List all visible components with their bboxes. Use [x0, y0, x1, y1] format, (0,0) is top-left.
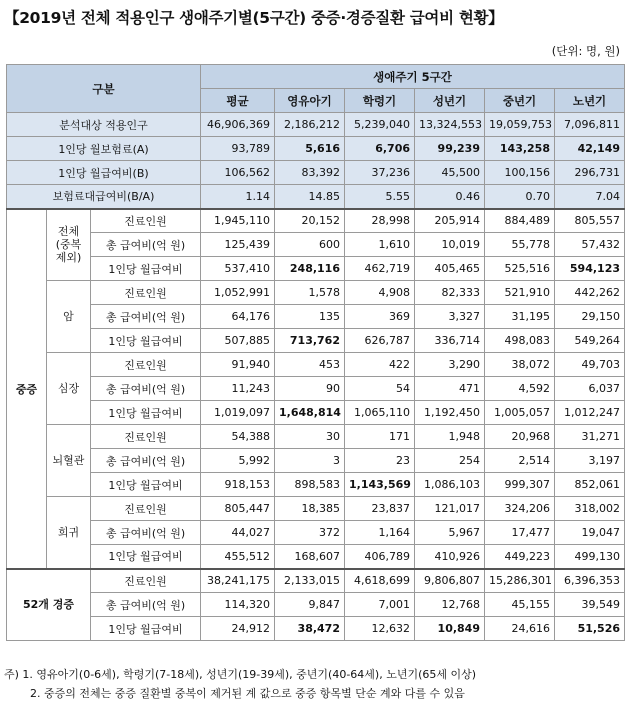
value-cell: 18,385 — [275, 497, 345, 521]
value-cell: 51,526 — [555, 617, 625, 641]
table-row — [7, 425, 625, 449]
header-group: 구분 — [7, 65, 201, 113]
table-row — [7, 449, 625, 473]
value-cell: 248,116 — [275, 257, 345, 281]
value-cell: 49,703 — [555, 353, 625, 377]
value-cell: 449,223 — [485, 545, 555, 569]
value-cell: 4,592 — [485, 377, 555, 401]
value-cell: 19,047 — [555, 521, 625, 545]
value-cell: 121,017 — [415, 497, 485, 521]
value-cell: 1,945,110 — [201, 209, 275, 233]
row-label: 보험료대급여비(B/A) — [7, 185, 201, 209]
value-cell: 999,307 — [485, 473, 555, 497]
table-row — [7, 401, 625, 425]
value-cell: 171 — [345, 425, 415, 449]
group-label: 뇌혈관 — [47, 425, 91, 497]
value-cell: 14.85 — [275, 185, 345, 209]
value-cell: 0.46 — [415, 185, 485, 209]
metric-label: 진료인원 — [91, 569, 201, 593]
group-label: 심장 — [47, 353, 91, 425]
value-cell: 455,512 — [201, 545, 275, 569]
mild-label: 52개 경증 — [7, 569, 91, 641]
value-cell: 54 — [345, 377, 415, 401]
metric-label: 진료인원 — [91, 425, 201, 449]
value-cell: 10,019 — [415, 233, 485, 257]
value-cell: 143,258 — [485, 137, 555, 161]
value-cell: 100,156 — [485, 161, 555, 185]
value-cell: 471 — [415, 377, 485, 401]
value-cell: 521,910 — [485, 281, 555, 305]
table-row — [7, 257, 625, 281]
value-cell: 1.14 — [201, 185, 275, 209]
value-cell: 93,789 — [201, 137, 275, 161]
group-label: 희귀 — [47, 497, 91, 569]
value-cell: 324,206 — [485, 497, 555, 521]
value-cell: 852,061 — [555, 473, 625, 497]
value-cell: 54,388 — [201, 425, 275, 449]
value-cell: 5,239,040 — [345, 113, 415, 137]
severe-label: 중증 — [7, 209, 47, 569]
value-cell: 422 — [345, 353, 415, 377]
value-cell: 114,320 — [201, 593, 275, 617]
value-cell: 600 — [275, 233, 345, 257]
value-cell: 254 — [415, 449, 485, 473]
value-cell: 1,648,814 — [275, 401, 345, 425]
value-cell: 372 — [275, 521, 345, 545]
value-cell: 10,849 — [415, 617, 485, 641]
value-cell: 7.04 — [555, 185, 625, 209]
metric-label: 총 급여비(억 원) — [91, 593, 201, 617]
metric-label: 1인당 월급여비 — [91, 257, 201, 281]
table-row — [7, 377, 625, 401]
value-cell: 5.55 — [345, 185, 415, 209]
value-cell: 205,914 — [415, 209, 485, 233]
value-cell: 898,583 — [275, 473, 345, 497]
value-cell: 537,410 — [201, 257, 275, 281]
value-cell: 168,607 — [275, 545, 345, 569]
value-cell: 6,037 — [555, 377, 625, 401]
value-cell: 37,236 — [345, 161, 415, 185]
value-cell: 713,762 — [275, 329, 345, 353]
value-cell: 0.70 — [485, 185, 555, 209]
value-cell: 626,787 — [345, 329, 415, 353]
value-cell: 462,719 — [345, 257, 415, 281]
table-row — [7, 545, 625, 569]
table-row — [7, 353, 625, 377]
col-header: 중년기 — [485, 89, 555, 113]
group-label: 암 — [47, 281, 91, 353]
value-cell: 15,286,301 — [485, 569, 555, 593]
metric-label: 총 급여비(억 원) — [91, 449, 201, 473]
footnote: 2. 중증의 전체는 중증 질환별 중복이 제거된 계 값으로 중증 항목별 단순 계와 다를 수 있음 — [30, 687, 465, 700]
value-cell: 4,908 — [345, 281, 415, 305]
value-cell: 44,027 — [201, 521, 275, 545]
metric-label: 총 급여비(억 원) — [91, 521, 201, 545]
value-cell: 23,837 — [345, 497, 415, 521]
table-row — [7, 209, 625, 233]
value-cell: 38,241,175 — [201, 569, 275, 593]
value-cell: 1,086,103 — [415, 473, 485, 497]
value-cell: 29,150 — [555, 305, 625, 329]
value-cell: 5,616 — [275, 137, 345, 161]
group-label: 전체 (중복 제외) — [47, 209, 91, 281]
value-cell: 1,610 — [345, 233, 415, 257]
value-cell: 805,447 — [201, 497, 275, 521]
col-header: 학령기 — [345, 89, 415, 113]
value-cell: 1,143,569 — [345, 473, 415, 497]
value-cell: 507,885 — [201, 329, 275, 353]
table-row — [7, 281, 625, 305]
value-cell: 453 — [275, 353, 345, 377]
table-row — [7, 521, 625, 545]
value-cell: 46,906,369 — [201, 113, 275, 137]
value-cell: 20,152 — [275, 209, 345, 233]
value-cell: 125,439 — [201, 233, 275, 257]
value-cell: 1,948 — [415, 425, 485, 449]
value-cell: 336,714 — [415, 329, 485, 353]
value-cell: 99,239 — [415, 137, 485, 161]
value-cell: 6,396,353 — [555, 569, 625, 593]
row-label: 1인당 월급여비(B) — [7, 161, 201, 185]
value-cell: 19,059,753 — [485, 113, 555, 137]
value-cell: 11,243 — [201, 377, 275, 401]
value-cell: 7,001 — [345, 593, 415, 617]
value-cell: 1,192,450 — [415, 401, 485, 425]
value-cell: 83,392 — [275, 161, 345, 185]
value-cell: 410,926 — [415, 545, 485, 569]
metric-label: 총 급여비(억 원) — [91, 305, 201, 329]
metric-label: 진료인원 — [91, 281, 201, 305]
table-row — [7, 497, 625, 521]
value-cell: 525,516 — [485, 257, 555, 281]
metric-label: 1인당 월급여비 — [91, 473, 201, 497]
value-cell: 13,324,553 — [415, 113, 485, 137]
value-cell: 3 — [275, 449, 345, 473]
value-cell: 42,149 — [555, 137, 625, 161]
metric-label: 1인당 월급여비 — [91, 617, 201, 641]
metric-label: 총 급여비(억 원) — [91, 233, 201, 257]
value-cell: 5,967 — [415, 521, 485, 545]
table-row — [7, 305, 625, 329]
col-header: 영유아기 — [275, 89, 345, 113]
value-cell: 1,164 — [345, 521, 415, 545]
metric-label: 진료인원 — [91, 353, 201, 377]
value-cell: 38,472 — [275, 617, 345, 641]
table-row — [7, 329, 625, 353]
value-cell: 55,778 — [485, 233, 555, 257]
header-lifecycle: 생애주기 5구간 — [201, 65, 625, 89]
value-cell: 82,333 — [415, 281, 485, 305]
value-cell: 594,123 — [555, 257, 625, 281]
metric-label: 진료인원 — [91, 209, 201, 233]
value-cell: 296,731 — [555, 161, 625, 185]
row-label: 분석대상 적용인구 — [7, 113, 201, 137]
value-cell: 24,912 — [201, 617, 275, 641]
value-cell: 549,264 — [555, 329, 625, 353]
value-cell: 2,133,015 — [275, 569, 345, 593]
footnote: 주) 1. 영유아기(0-6세), 학령기(7-18세), 성년기(19-39세), 중년기(40-64세), 노년기(65세 이상) — [4, 668, 477, 681]
value-cell: 3,197 — [555, 449, 625, 473]
value-cell: 135 — [275, 305, 345, 329]
value-cell: 1,012,247 — [555, 401, 625, 425]
value-cell: 31,271 — [555, 425, 625, 449]
table-row — [7, 473, 625, 497]
value-cell: 884,489 — [485, 209, 555, 233]
value-cell: 38,072 — [485, 353, 555, 377]
expenditure-table — [6, 64, 625, 641]
value-cell: 3,327 — [415, 305, 485, 329]
value-cell: 90 — [275, 377, 345, 401]
value-cell: 9,847 — [275, 593, 345, 617]
value-cell: 4,618,699 — [345, 569, 415, 593]
value-cell: 12,768 — [415, 593, 485, 617]
value-cell: 442,262 — [555, 281, 625, 305]
value-cell: 45,500 — [415, 161, 485, 185]
value-cell: 5,992 — [201, 449, 275, 473]
metric-label: 1인당 월급여비 — [91, 545, 201, 569]
value-cell: 9,806,807 — [415, 569, 485, 593]
value-cell: 45,155 — [485, 593, 555, 617]
table-row — [7, 233, 625, 257]
value-cell: 1,005,057 — [485, 401, 555, 425]
value-cell: 12,632 — [345, 617, 415, 641]
value-cell: 2,514 — [485, 449, 555, 473]
value-cell: 918,153 — [201, 473, 275, 497]
value-cell: 406,789 — [345, 545, 415, 569]
value-cell: 64,176 — [201, 305, 275, 329]
value-cell: 405,465 — [415, 257, 485, 281]
row-label: 1인당 월보험료(A) — [7, 137, 201, 161]
value-cell: 3,290 — [415, 353, 485, 377]
value-cell: 31,195 — [485, 305, 555, 329]
page-title: 【2019년 전체 적용인구 생애주기별(5구간) 중증·경증질환 급여비 현황】 — [4, 9, 504, 27]
col-header: 성년기 — [415, 89, 485, 113]
value-cell: 318,002 — [555, 497, 625, 521]
value-cell: 30 — [275, 425, 345, 449]
value-cell: 7,096,811 — [555, 113, 625, 137]
table-row — [7, 161, 625, 185]
value-cell: 39,549 — [555, 593, 625, 617]
value-cell: 1,065,110 — [345, 401, 415, 425]
value-cell: 805,557 — [555, 209, 625, 233]
col-header: 노년기 — [555, 89, 625, 113]
value-cell: 1,578 — [275, 281, 345, 305]
value-cell: 28,998 — [345, 209, 415, 233]
table-row — [7, 593, 625, 617]
unit-label: (단위: 명, 원) — [551, 44, 620, 58]
metric-label: 1인당 월급여비 — [91, 401, 201, 425]
value-cell: 1,052,991 — [201, 281, 275, 305]
value-cell: 24,616 — [485, 617, 555, 641]
metric-label: 총 급여비(억 원) — [91, 377, 201, 401]
col-header: 평균 — [201, 89, 275, 113]
table-row — [7, 569, 625, 593]
value-cell: 23 — [345, 449, 415, 473]
metric-label: 1인당 월급여비 — [91, 329, 201, 353]
value-cell: 369 — [345, 305, 415, 329]
value-cell: 2,186,212 — [275, 113, 345, 137]
value-cell: 57,432 — [555, 233, 625, 257]
value-cell: 6,706 — [345, 137, 415, 161]
value-cell: 498,083 — [485, 329, 555, 353]
value-cell: 499,130 — [555, 545, 625, 569]
value-cell: 106,562 — [201, 161, 275, 185]
table-row — [7, 617, 625, 641]
table-row — [7, 113, 625, 137]
value-cell: 91,940 — [201, 353, 275, 377]
table-row — [7, 137, 625, 161]
value-cell: 1,019,097 — [201, 401, 275, 425]
table-row — [7, 185, 625, 209]
value-cell: 17,477 — [485, 521, 555, 545]
value-cell: 20,968 — [485, 425, 555, 449]
metric-label: 진료인원 — [91, 497, 201, 521]
footnotes — [4, 665, 476, 703]
